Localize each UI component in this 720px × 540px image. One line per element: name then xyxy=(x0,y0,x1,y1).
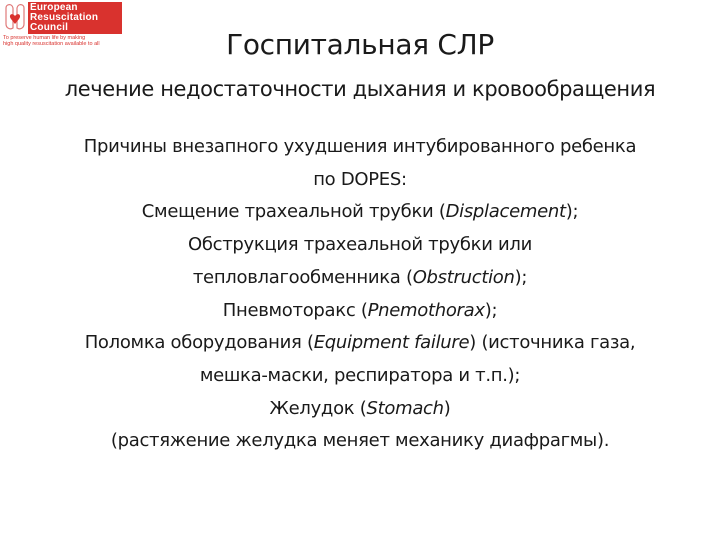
logo-line-2: Resuscitation xyxy=(30,12,99,23)
item-stomach-end: ) xyxy=(443,397,451,419)
slide-subtitle: лечение недостаточности дыхания и кровообращения xyxy=(64,77,656,101)
logo-tagline-2: high quality resuscitation available to all xyxy=(3,41,100,47)
item-stomach-line-1 xyxy=(20,393,700,426)
item-pneumothorax-en: Pnemothorax xyxy=(367,299,485,321)
item-stomach-en: Stomach xyxy=(366,397,444,419)
item-pneumothorax-end: ); xyxy=(484,299,498,321)
item-obstruction-ru: тепловлагообменника ( xyxy=(192,266,413,288)
item-obstruction-en: Obstruction xyxy=(412,266,515,288)
intro-line-2: по DOPES: xyxy=(313,168,407,190)
item-stomach-ru: Желудок ( xyxy=(269,397,367,419)
item-obstruction-line-2 xyxy=(20,262,700,295)
slide-title: Госпитальная СЛР xyxy=(226,28,494,61)
item-equipment-line-2: мешка-маски, респиратора и т.п.); xyxy=(199,364,521,386)
logo-line-3: Council xyxy=(30,22,69,33)
logo-tagline-1: To preserve human life by making xyxy=(3,35,86,41)
intro-line-1: Причины внезапного ухудшения интубированного ребенка xyxy=(83,136,637,157)
item-obstruction-end: ); xyxy=(514,266,528,288)
logo-line-1: European xyxy=(30,2,78,13)
item-displacement-ru: Смещение трахеальной трубки ( xyxy=(141,201,446,223)
slide-body xyxy=(20,131,700,458)
item-displacement-end: ); xyxy=(565,201,579,223)
item-equipment-ru: Поломка оборудования ( xyxy=(84,332,314,354)
item-displacement xyxy=(20,196,700,229)
item-equipment-line-1 xyxy=(20,327,700,360)
item-displacement-en: Displacement xyxy=(445,201,566,223)
item-pneumothorax xyxy=(20,295,700,328)
item-equipment-end: ) (источника газа, xyxy=(469,332,636,354)
item-stomach-line-2: (растяжение желудка меняет механику диафрагмы). xyxy=(110,430,610,452)
item-obstruction-line-1: Обструкция трахеальной трубки или xyxy=(187,234,533,256)
item-pneumothorax-ru: Пневмоторакс ( xyxy=(222,299,368,321)
item-equipment-en: Equipment failure xyxy=(313,332,470,354)
